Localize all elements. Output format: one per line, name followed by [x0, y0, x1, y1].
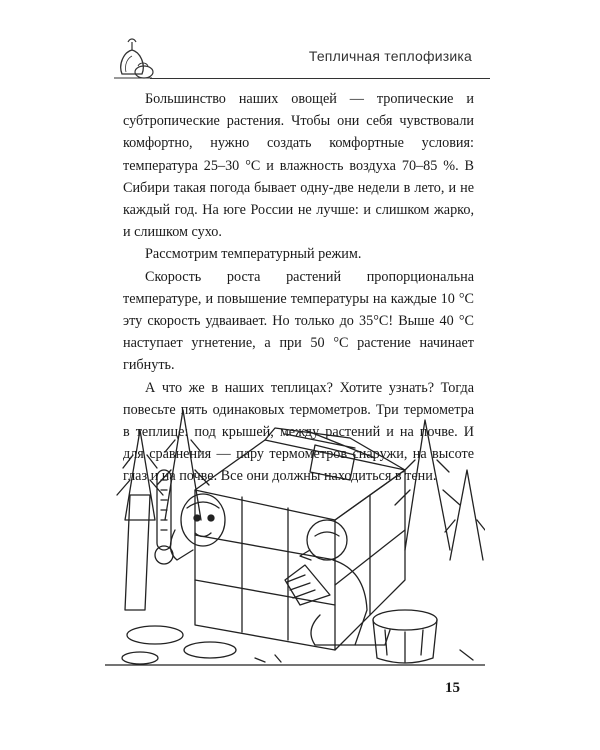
vegetables-logo-icon	[108, 34, 156, 82]
page-number: 15	[445, 680, 460, 696]
paragraph-2: Рассмотрим температурный режим.	[145, 246, 362, 263]
tree-right-icon	[395, 420, 485, 560]
paragraph-3: Скорость роста растений пропорциональна температуре, и повышение температуры на каждые 10 °С эту скорость удваивает. Но только до 35°С! Выше 40 °С наступает угнетение, а при 50 °С растение начинает гибнуть.	[123, 268, 474, 374]
tree-stump-icon	[373, 610, 437, 663]
page-header	[0, 0, 600, 100]
paragraph-1: Большинство наших овощей — тропические и субтропические растения. Чтобы они себя чувствовали комфортно, нужно создать комфортные условия: температура 25–30 °С и влажность воздуха 70–85 %. В Сибири такая погода бывает одну-две недели в лето, и не каждый год. На юге России не лучше: и слишком жарко, и слишком сухо.	[123, 91, 474, 241]
paragraph-4: А что же в наших теплицах? Хотите узнать? Тогда повесьте пять одинаковых термометров. Три термометра в теплице: под крышей, между растений и на почве. И для сравнения — пару термометров снаружи, на высоте глаз и на почве. Все они должны находиться в тени.	[123, 379, 474, 485]
person-with-thermometer-icon	[125, 470, 225, 610]
header-rule	[150, 78, 490, 79]
greenhouse-icon	[195, 428, 405, 650]
greenhouse-illustration	[105, 400, 485, 670]
running-head: Тепличная теплофизика	[308, 48, 472, 64]
